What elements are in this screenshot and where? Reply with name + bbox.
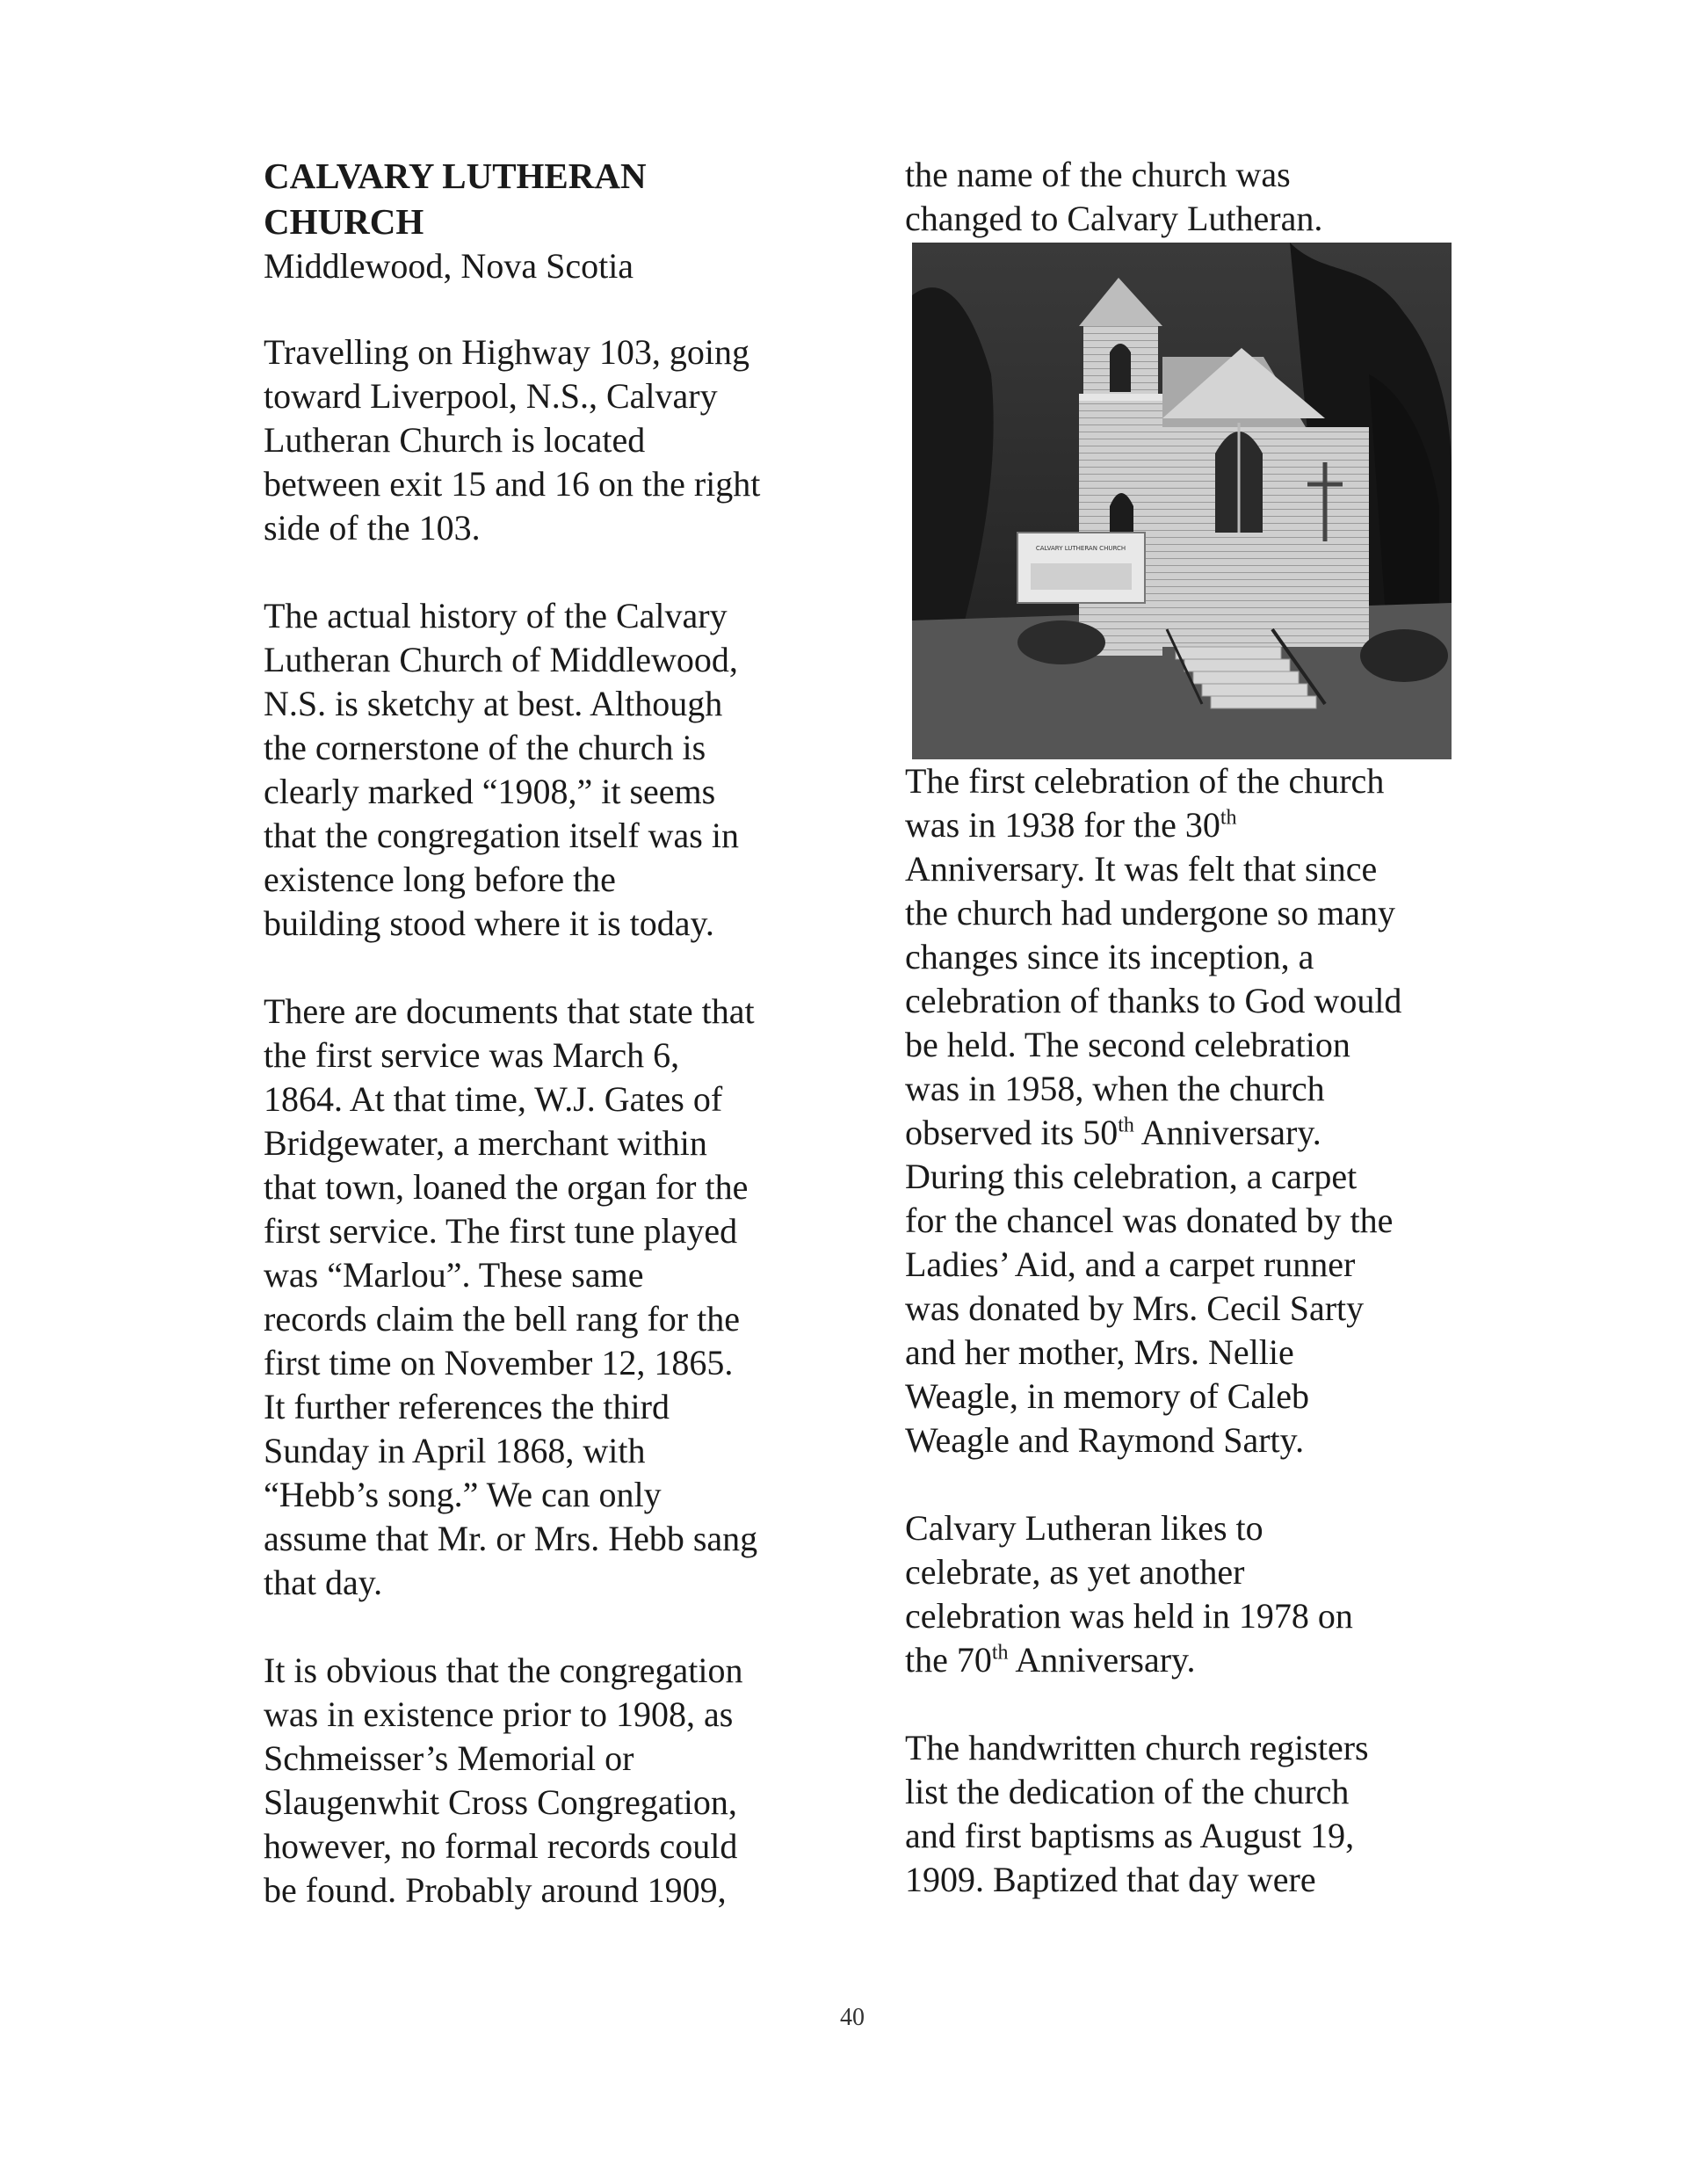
text-line: Anniversary. It was felt that since [905, 849, 1378, 889]
text-line: was in 1958, when the church [905, 1069, 1325, 1108]
text-line: The handwritten church registers [905, 1728, 1369, 1767]
text-line: was donated by Mrs. Cecil Sarty [905, 1288, 1365, 1328]
text-line: between exit 15 and 16 on the right [264, 464, 761, 504]
title-line: CALVARY LUTHERAN [264, 156, 647, 196]
text-line: that day. [264, 1563, 383, 1602]
right-column-body [905, 759, 1476, 1902]
text-line [905, 1638, 1476, 1682]
text-fragment: Anniversary. [1008, 1640, 1196, 1680]
text-line: however, no formal records could [264, 1826, 738, 1866]
left-column [264, 153, 826, 1956]
page-number: 40 [840, 2004, 865, 2031]
text-line: The actual history of the Calvary [264, 596, 728, 635]
text-line: During this celebration, a carpet [905, 1157, 1358, 1196]
ordinal-suffix: th [1118, 1114, 1134, 1137]
text-line: the name of the church was [905, 155, 1291, 194]
text-line: N.S. is sketchy at best. Although [264, 684, 723, 723]
paragraph-registers [905, 1726, 1476, 1902]
text-line: celebration was held in 1978 on [905, 1596, 1353, 1636]
text-line: was “Marlou”. These same [264, 1255, 644, 1295]
church-photo-illustration [912, 243, 1452, 759]
text-line: that town, loaned the organ for the [264, 1167, 749, 1207]
text-line: Weagle and Raymond Sarty. [905, 1420, 1305, 1460]
church-sign-text: CALVARY LUTHERAN CHURCH [1035, 545, 1126, 552]
paragraph-congregation [264, 1649, 826, 1912]
text-line: side of the 103. [264, 508, 481, 548]
text-line: “Hebb’s song.” We can only [264, 1475, 662, 1514]
text-line: celebrate, as yet another [905, 1552, 1245, 1592]
text-line [905, 1111, 1476, 1155]
text-fragment: Anniversary. [1133, 1113, 1321, 1152]
church-photo [912, 243, 1452, 759]
text-line: and her mother, Mrs. Nellie [905, 1332, 1294, 1372]
text-line: Calvary Lutheran likes to [905, 1508, 1263, 1548]
text-fragment: observed its 50 [905, 1113, 1119, 1152]
text-line: 1864. At that time, W.J. Gates of [264, 1079, 723, 1119]
text-line: that the congregation itself was in [264, 816, 739, 855]
right-column [905, 153, 1476, 241]
text-line: 1909. Baptized that day were [905, 1860, 1316, 1899]
text-line: the first service was March 6, [264, 1035, 680, 1075]
text-line: first time on November 12, 1865. [264, 1343, 734, 1382]
text-line: was in existence prior to 1908, as [264, 1694, 734, 1734]
text-line: first service. The first tune played [264, 1211, 738, 1251]
paragraph-history [264, 594, 826, 946]
text-line [905, 803, 1476, 847]
text-line: clearly marked “1908,” it seems [264, 772, 716, 811]
article-title [264, 153, 826, 244]
text-line: list the dedication of the church [905, 1772, 1350, 1811]
text-line: changes since its inception, a [905, 937, 1314, 976]
text-line: Schmeisser’s Memorial or [264, 1738, 634, 1778]
text-fragment: the 70 [905, 1640, 992, 1680]
text-line: Weagle, in memory of Caleb [905, 1376, 1309, 1416]
text-line: the church had undergone so many [905, 893, 1395, 932]
title-line: CHURCH [264, 201, 424, 242]
ordinal-suffix: th [1220, 806, 1237, 830]
paragraph-name-change [905, 153, 1476, 241]
text-line: Ladies’ Aid, and a carpet runner [905, 1244, 1356, 1284]
article-location: Middlewood, Nova Scotia [264, 246, 634, 286]
text-line: celebration of thanks to God would [905, 981, 1402, 1020]
text-line: It further references the third [264, 1387, 670, 1426]
text-line: There are documents that state that [264, 991, 755, 1031]
text-line: existence long before the [264, 860, 616, 899]
text-line: Sunday in April 1868, with [264, 1431, 646, 1470]
text-line: be held. The second celebration [905, 1025, 1350, 1064]
text-line: building stood where it is today. [264, 903, 714, 943]
text-line: The first celebration of the church [905, 761, 1385, 801]
paragraph-documents [264, 990, 826, 1605]
text-line: It is obvious that the congregation [264, 1651, 743, 1690]
text-fragment: was in 1938 for the 30 [905, 805, 1220, 845]
text-line: Bridgewater, a merchant within [264, 1123, 707, 1163]
text-line: changed to Calvary Lutheran. [905, 199, 1323, 238]
paragraph-70th [905, 1506, 1476, 1682]
text-line: Lutheran Church is located [264, 420, 646, 460]
text-line: Lutheran Church of Middlewood, [264, 640, 738, 679]
ordinal-suffix: th [991, 1641, 1009, 1665]
text-line: Slaugenwhit Cross Congregation, [264, 1782, 737, 1822]
text-line: be found. Probably around 1909, [264, 1870, 727, 1910]
text-line: the cornerstone of the church is [264, 728, 706, 767]
text-line: records claim the bell rang for the [264, 1299, 740, 1339]
text-line: assume that Mr. or Mrs. Hebb sang [264, 1519, 758, 1558]
text-line: and first baptisms as August 19, [905, 1816, 1355, 1855]
text-line: toward Liverpool, N.S., Calvary [264, 376, 718, 416]
paragraph-directions [264, 330, 826, 550]
text-line: Travelling on Highway 103, going [264, 332, 749, 372]
paragraph-celebrations [905, 759, 1476, 1462]
text-line: for the chancel was donated by the [905, 1201, 1394, 1240]
